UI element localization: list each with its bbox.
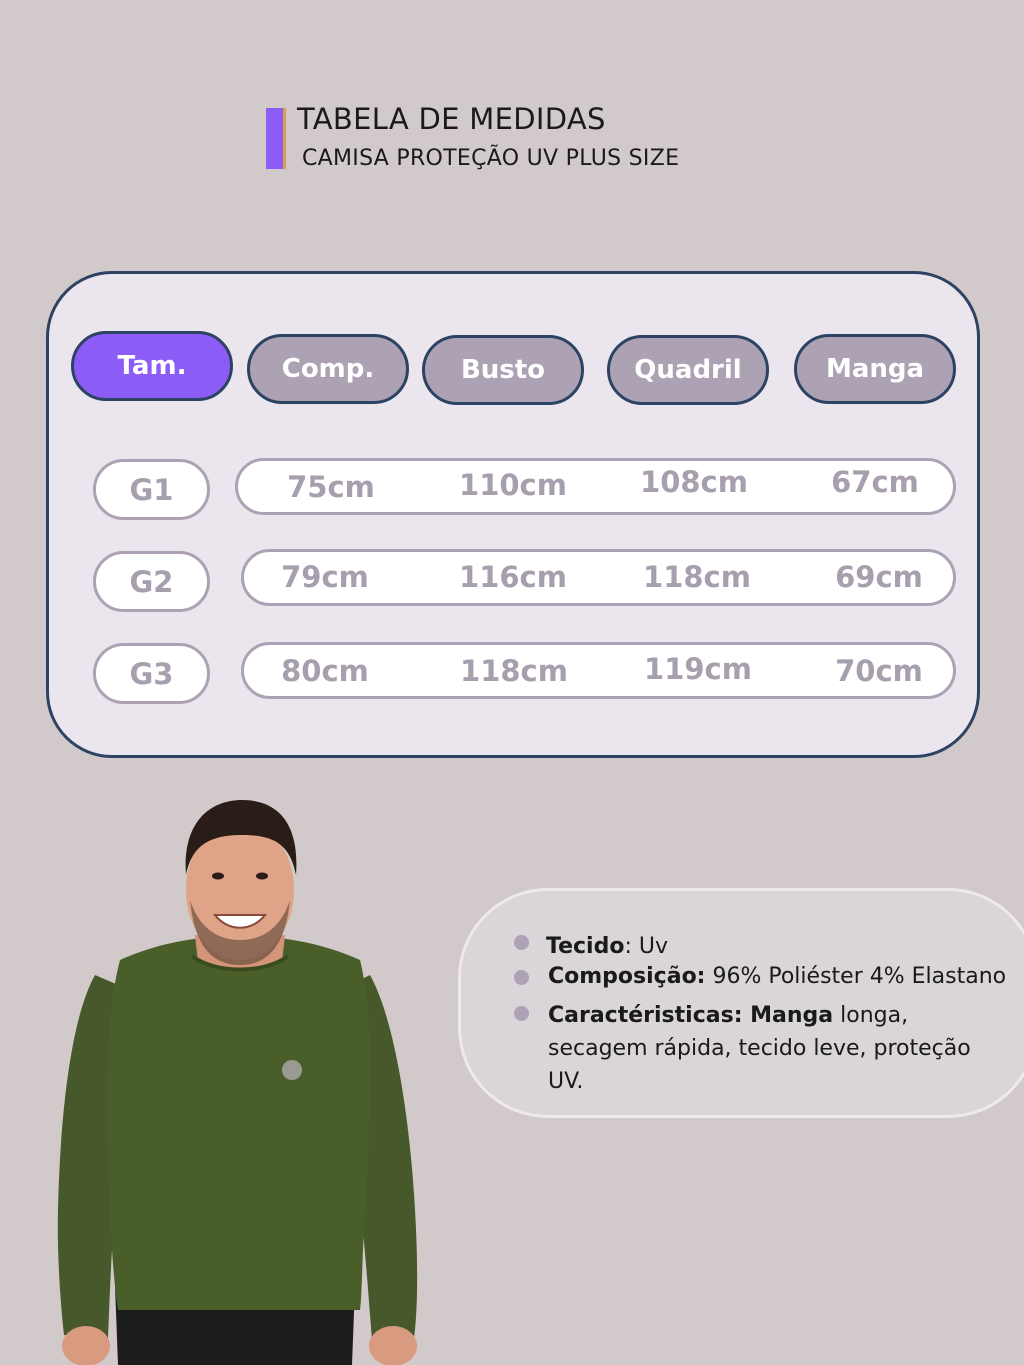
cell-g3-manga: 70cm bbox=[835, 654, 923, 688]
cell-g2-manga: 69cm bbox=[835, 560, 923, 594]
column-header-tam: Tam. bbox=[71, 331, 233, 401]
size-label-g3: G3 bbox=[93, 643, 210, 704]
cell-g3-comp: 80cm bbox=[281, 654, 369, 688]
model-left-eye bbox=[212, 873, 224, 880]
column-header-comp: Comp. bbox=[247, 334, 409, 404]
page-title: TABELA DE MEDIDAS bbox=[297, 102, 606, 136]
title-accent-bar bbox=[266, 108, 286, 169]
cell-g2-comp: 79cm bbox=[281, 560, 369, 594]
cell-g2-quadril: 118cm bbox=[643, 560, 751, 594]
info-bullet-caracteristicas bbox=[514, 1006, 529, 1021]
page-subtitle: CAMISA PROTEÇÃO UV PLUS SIZE bbox=[302, 146, 680, 171]
column-header-busto: Busto bbox=[422, 335, 584, 405]
column-header-quadril: Quadril bbox=[607, 335, 769, 405]
size-label-g2: G2 bbox=[93, 551, 210, 612]
info-line-caracteristicas-2: secagem rápida, tecido leve, proteção bbox=[548, 1036, 971, 1061]
cell-g3-quadril: 119cm bbox=[644, 652, 752, 686]
cell-g2-busto: 116cm bbox=[459, 560, 567, 594]
info-line-caracteristicas-3: UV. bbox=[548, 1069, 584, 1094]
info-line-caracteristicas: Caractéristicas: Manga longa, bbox=[548, 1003, 909, 1028]
model-shirt bbox=[107, 936, 370, 1310]
model-right-eye bbox=[256, 873, 268, 880]
info-bullet-composicao bbox=[514, 970, 529, 985]
cell-g3-busto: 118cm bbox=[460, 654, 568, 688]
cell-g1-busto: 110cm bbox=[459, 468, 567, 502]
size-label-g1: G1 bbox=[93, 459, 210, 520]
model-left-hand bbox=[62, 1326, 110, 1365]
cell-g1-comp: 75cm bbox=[287, 470, 375, 504]
column-header-manga: Manga bbox=[794, 334, 956, 404]
info-bullet-tecido bbox=[514, 935, 529, 950]
cell-g1-quadril: 108cm bbox=[640, 465, 748, 499]
cell-g1-manga: 67cm bbox=[831, 465, 919, 499]
info-line-composicao: Composição: 96% Poliéster 4% Elastano bbox=[548, 964, 1007, 989]
model-right-hand bbox=[369, 1326, 417, 1365]
model-photo bbox=[0, 790, 440, 1365]
lion-logo-icon bbox=[282, 1060, 302, 1080]
info-line-tecido: Tecido: Uv bbox=[546, 934, 668, 959]
